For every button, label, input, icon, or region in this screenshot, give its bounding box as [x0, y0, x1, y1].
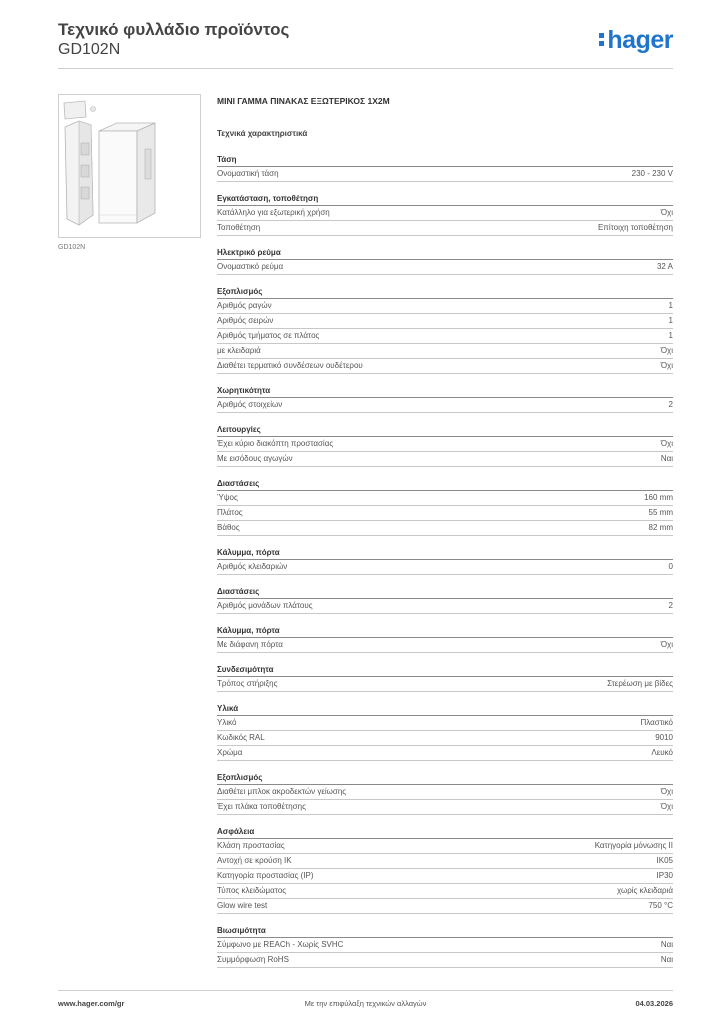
- distribution-box-illustration: [59, 95, 200, 237]
- spec-value: 1: [668, 301, 673, 310]
- spec-row: [217, 359, 673, 374]
- page-header: [58, 20, 673, 70]
- spec-label: Αριθμός σειρών: [217, 316, 274, 325]
- spec-row: [217, 716, 673, 731]
- product-image: [58, 94, 201, 238]
- spec-label: Πλάτος: [217, 508, 243, 517]
- header-divider: [58, 68, 673, 69]
- section-title: Τεχνικά χαρακτηριστικά: [217, 129, 308, 138]
- spec-value: Πλαστικό: [640, 718, 673, 727]
- spec-value: 2: [668, 601, 673, 610]
- spec-value: 1: [668, 331, 673, 340]
- spec-value: 9010: [655, 733, 673, 742]
- spec-value: Όχι: [660, 787, 673, 796]
- footer-date: 04.03.2026: [635, 999, 673, 1008]
- spec-group-title: Χωρητικότητα: [217, 384, 673, 398]
- spec-group: [217, 771, 673, 815]
- image-caption: GD102N: [58, 244, 86, 251]
- spec-row: [217, 953, 673, 968]
- product-name: MINI ΓΑΜΜΑ ΠΙΝΑΚΑΣ ΕΞΩΤΕΡΙΚΟΣ 1Χ2Μ: [217, 96, 390, 106]
- spec-value: Στερέωση με βίδες: [607, 679, 673, 688]
- spec-row: [217, 452, 673, 467]
- footer-website[interactable]: www.hager.com/gr: [58, 999, 125, 1008]
- spec-value: 82 mm: [648, 523, 673, 532]
- spec-value: Κατηγορία μόνωσης II: [594, 841, 673, 850]
- spec-group-title: Ηλεκτρικό ρεύμα: [217, 246, 673, 260]
- spec-row: [217, 560, 673, 575]
- spec-value: 2: [668, 400, 673, 409]
- spec-group: [217, 246, 673, 275]
- spec-label: Συμμόρφωση RoHS: [217, 955, 289, 964]
- spec-row: [217, 221, 673, 236]
- spec-label: Αντοχή σε κρούση IK: [217, 856, 292, 865]
- spec-row: [217, 938, 673, 953]
- hager-logo: [599, 26, 673, 55]
- spec-row: [217, 638, 673, 653]
- spec-label: Σύμφωνο με REACh - Χωρίς SVHC: [217, 940, 344, 949]
- spec-label: Αριθμός μονάδων πλάτους: [217, 601, 313, 610]
- spec-group: [217, 702, 673, 761]
- spec-row: [217, 521, 673, 536]
- spec-group-title: Εξοπλισμός: [217, 285, 673, 299]
- spec-label: Ύψος: [217, 493, 238, 502]
- spec-group: [217, 825, 673, 914]
- spec-label: Κατάλληλο για εξωτερική χρήση: [217, 208, 330, 217]
- spec-label: Διαθέτει μπλοκ ακροδεκτών γείωσης: [217, 787, 347, 796]
- spec-group: [217, 285, 673, 374]
- spec-group-title: Εγκατάσταση, τοποθέτηση: [217, 192, 673, 206]
- spec-group-title: Λειτουργίες: [217, 423, 673, 437]
- spec-label: Αριθμός ραγών: [217, 301, 272, 310]
- spec-label: Έχει κύριο διακόπτη προστασίας: [217, 439, 334, 448]
- spec-label: Αριθμός τμήματος σε πλάτος: [217, 331, 320, 340]
- spec-value: 55 mm: [648, 508, 673, 517]
- spec-row: [217, 899, 673, 914]
- spec-group: [217, 153, 673, 182]
- product-code: GD102N: [58, 41, 121, 58]
- spec-value: Ναι: [660, 955, 673, 964]
- spec-group: [217, 546, 673, 575]
- spec-row: [217, 854, 673, 869]
- spec-value: 160 mm: [644, 493, 673, 502]
- spec-label: με κλειδαριά: [217, 346, 261, 355]
- spec-group-title: Διαστάσεις: [217, 585, 673, 599]
- spec-value: Επίτοιχη τοποθέτηση: [597, 223, 673, 232]
- spec-label: Τύπος κλειδώματος: [217, 886, 287, 895]
- spec-group-title: Τάση: [217, 153, 673, 167]
- spec-group: [217, 192, 673, 236]
- spec-label: Κατηγορία προστασίας (IP): [217, 871, 314, 880]
- footer-notice: Με την επιφύλαξη τεχνικών αλλαγών: [304, 999, 427, 1008]
- spec-group-title: Ασφάλεια: [217, 825, 673, 839]
- footer-divider: [58, 990, 673, 991]
- spec-group: [217, 477, 673, 536]
- spec-label: Ονομαστικό ρεύμα: [217, 262, 284, 271]
- spec-value: 32 A: [656, 262, 673, 271]
- spec-label: Βάθος: [217, 523, 240, 532]
- spec-label: Τοποθέτηση: [217, 223, 261, 232]
- spec-value: IK05: [656, 856, 673, 865]
- spec-row: [217, 800, 673, 815]
- spec-value: 1: [668, 316, 673, 325]
- spec-group-title: Εξοπλισμός: [217, 771, 673, 785]
- spec-row: [217, 329, 673, 344]
- spec-value: Όχι: [660, 439, 673, 448]
- spec-row: [217, 344, 673, 359]
- spec-group: [217, 585, 673, 614]
- spec-group-title: Κάλυμμα, πόρτα: [217, 546, 673, 560]
- spec-group: [217, 924, 673, 968]
- spec-row: [217, 437, 673, 452]
- spec-row: [217, 260, 673, 275]
- spec-value: 230 - 230 V: [631, 169, 673, 178]
- specifications: [217, 95, 673, 978]
- document-title: Τεχνικό φυλλάδιο προϊόντος: [58, 20, 290, 39]
- spec-group: [217, 384, 673, 413]
- spec-group: [217, 624, 673, 653]
- spec-value: Όχι: [660, 802, 673, 811]
- spec-value: Ναι: [660, 940, 673, 949]
- page-footer: [58, 999, 673, 1011]
- spec-value: Ναι: [660, 454, 673, 463]
- spec-row: [217, 491, 673, 506]
- spec-label: Κωδικός RAL: [217, 733, 265, 742]
- spec-row: [217, 506, 673, 521]
- spec-row: [217, 884, 673, 899]
- spec-group-title: Συνδεσιμότητα: [217, 663, 673, 677]
- spec-value: Όχι: [660, 346, 673, 355]
- spec-group: [217, 423, 673, 467]
- spec-label: Τρόπος στήριξης: [217, 679, 278, 688]
- spec-group-title: Κάλυμμα, πόρτα: [217, 624, 673, 638]
- logo-dots-icon: [599, 33, 605, 47]
- spec-value: Όχι: [660, 361, 673, 370]
- spec-label: Με εισόδους αγωγών: [217, 454, 293, 463]
- spec-groups: [217, 153, 673, 968]
- spec-label: Χρώμα: [217, 748, 243, 757]
- spec-label: Υλικό: [217, 718, 237, 727]
- spec-group-title: Βιωσιμότητα: [217, 924, 673, 938]
- spec-row: [217, 299, 673, 314]
- spec-label: Κλάση προστασίας: [217, 841, 285, 850]
- spec-row: [217, 314, 673, 329]
- spec-group: [217, 663, 673, 692]
- spec-value: Όχι: [660, 208, 673, 217]
- spec-row: [217, 206, 673, 221]
- spec-label: Έχει πλάκα τοποθέτησης: [217, 802, 306, 811]
- spec-row: [217, 677, 673, 692]
- spec-row: [217, 731, 673, 746]
- spec-value: Όχι: [660, 640, 673, 649]
- spec-label: Διαθέτει τερματικό συνδέσεων ουδέτερου: [217, 361, 363, 370]
- spec-value: Λευκό: [651, 748, 673, 757]
- spec-row: [217, 869, 673, 884]
- spec-row: [217, 746, 673, 761]
- spec-label: Αριθμός κλειδαριών: [217, 562, 288, 571]
- spec-group-title: Διαστάσεις: [217, 477, 673, 491]
- spec-value: 0: [668, 562, 673, 571]
- spec-value: IP30: [656, 871, 673, 880]
- spec-group-title: Υλικά: [217, 702, 673, 716]
- spec-value: 750 °C: [648, 901, 673, 910]
- spec-label: Αριθμός στοιχείων: [217, 400, 283, 409]
- spec-row: [217, 398, 673, 413]
- spec-label: Ονομαστική τάση: [217, 169, 279, 178]
- spec-value: χωρίς κλειδαριά: [616, 886, 673, 895]
- spec-row: [217, 839, 673, 854]
- logo-text: hager: [607, 26, 673, 54]
- spec-row: [217, 599, 673, 614]
- spec-row: [217, 785, 673, 800]
- spec-row: [217, 167, 673, 182]
- spec-label: Glow wire test: [217, 901, 268, 910]
- spec-label: Με διάφανη πόρτα: [217, 640, 283, 649]
